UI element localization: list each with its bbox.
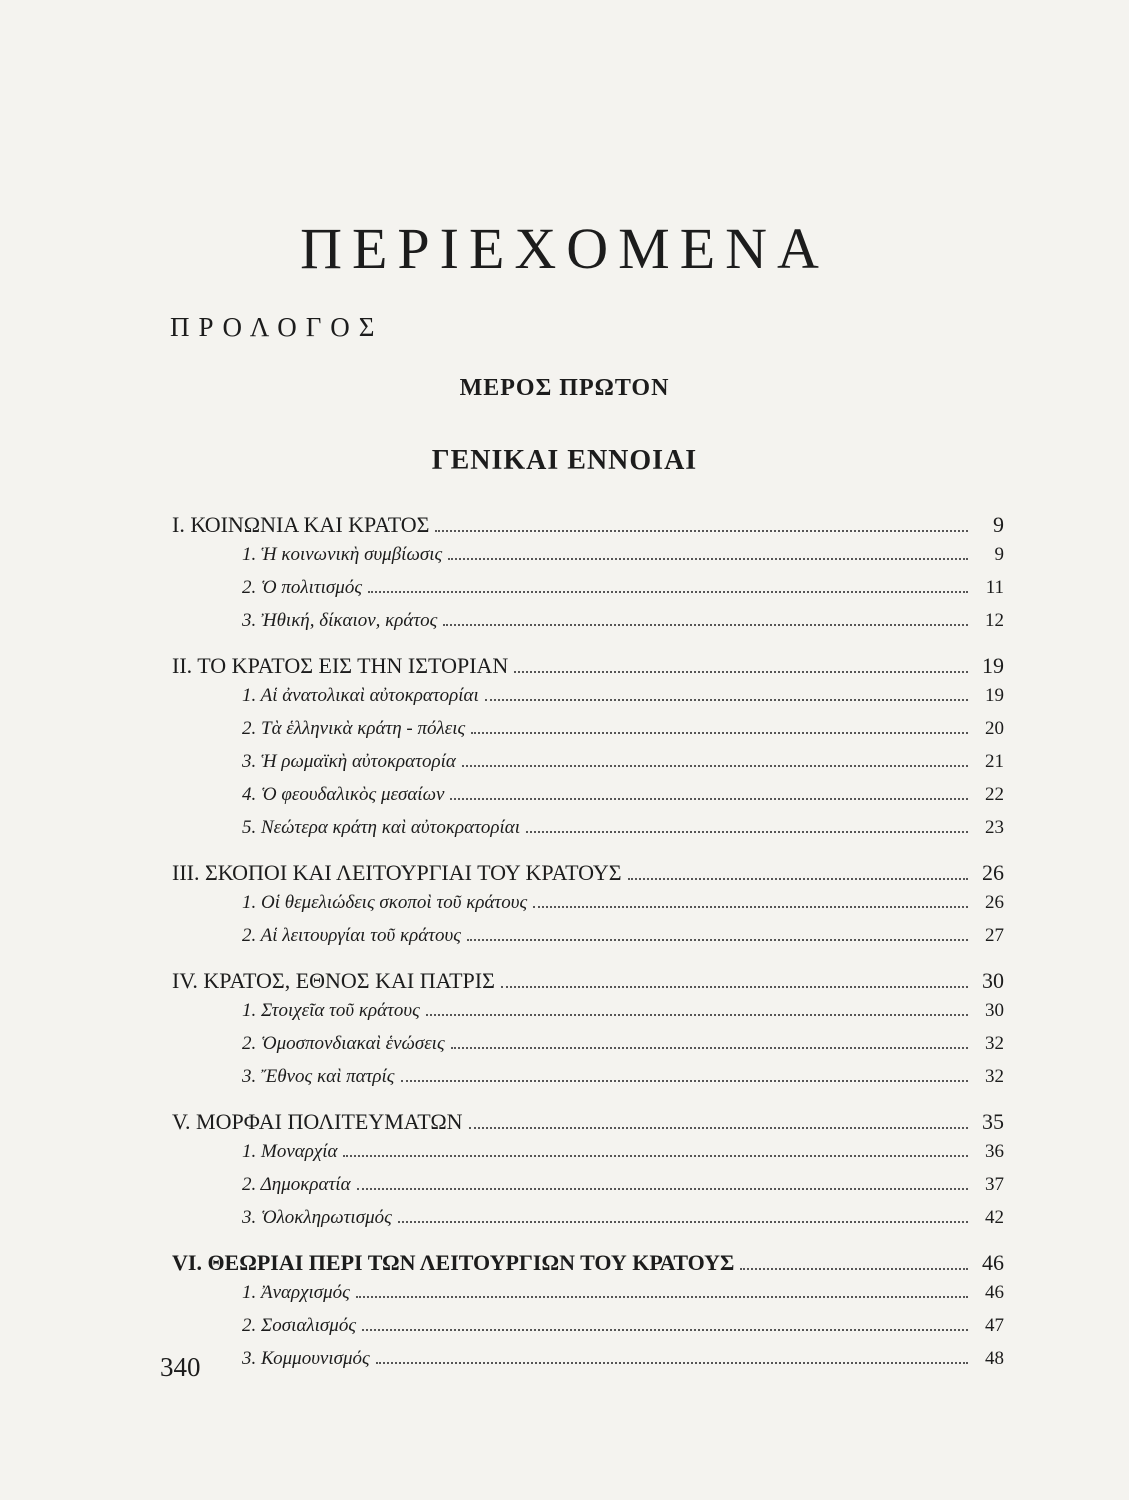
toc-chapter-label: IV. ΚΡΑΤΟΣ, ΕΘΝΟΣ ΚΑΙ ΠΑΤΡΙΣ: [172, 968, 495, 993]
toc-dot-leader: [628, 865, 968, 880]
toc-dot-leader: [514, 658, 968, 673]
toc-item-page: 42: [985, 1207, 1004, 1228]
toc-chapter-row: [172, 860, 1004, 892]
toc-item-row: [172, 610, 1004, 643]
toc-item-label: 3. Ἠθική, δίκαιον, κράτος: [242, 610, 438, 631]
toc-dot-leader: [401, 1069, 969, 1082]
toc-item-label: 4. Ὁ φεουδαλικὸς μεσαίων: [242, 784, 445, 805]
toc-chapter-row: [172, 512, 1004, 544]
toc-chapter-row: [172, 1250, 1004, 1282]
toc-item-row: [172, 1141, 1004, 1174]
toc-dot-leader: [526, 820, 968, 833]
toc-item-label: 2. Ὁ πολιτισμός: [242, 577, 363, 598]
toc-item-page: 37: [985, 1174, 1004, 1195]
toc-dot-leader: [356, 1285, 968, 1298]
toc-dot-leader: [501, 973, 968, 988]
toc-item-page: 32: [985, 1066, 1004, 1087]
toc-chapter-page: 30: [982, 968, 1004, 993]
toc-chapter-row: [172, 653, 1004, 685]
toc-item-label: 1. Οἱ θεμελιώδεις σκοποὶ τοῦ κράτους: [242, 892, 528, 913]
toc-item-label: 2. Αἱ λειτουργίαι τοῦ κράτους: [242, 925, 461, 946]
table-of-contents: [172, 512, 1004, 1381]
toc-dot-leader: [450, 787, 968, 800]
toc-item-row: [172, 1315, 1004, 1348]
toc-item-row: [172, 1282, 1004, 1315]
part-heading: ΜΕΡΟΣ ΠΡΩΤΟΝ: [459, 375, 670, 401]
part-subtitle: ΓΕΝΙΚΑΙ ΕΝΝΟΙΑΙ: [431, 445, 698, 476]
toc-item-label: 2. Ὁμοσπονδιακαὶ ἑνώσεις: [242, 1033, 445, 1054]
toc-item-label: 1. Στοιχεῖα τοῦ κράτους: [242, 1000, 420, 1021]
toc-dot-leader: [443, 613, 968, 626]
toc-chapter-page: 19: [982, 653, 1004, 678]
toc-item-label: 1. Μοναρχία: [242, 1141, 338, 1162]
page-number: 340: [160, 1352, 201, 1382]
toc-item-row: [172, 925, 1004, 958]
toc-item-label: 3. Κομμουνισμός: [242, 1348, 370, 1369]
toc-chapter-page: 9: [993, 512, 1004, 537]
toc-item-row: [172, 751, 1004, 784]
toc-item-label: 1. Ἡ κοινωνικὴ συμβίωσις: [242, 544, 443, 565]
toc-item-row: [172, 1174, 1004, 1207]
toc-dot-leader: [451, 1036, 968, 1049]
toc-item-page: 22: [985, 784, 1004, 805]
toc-item-row: [172, 544, 1004, 577]
toc-item-page: 19: [985, 685, 1004, 706]
toc-item-page: 32: [985, 1033, 1004, 1054]
toc-item-row: [172, 1033, 1004, 1066]
toc-chapter-label: Ι. ΚΟΙΝΩΝΙΑ ΚΑΙ ΚΡΑΤΟΣ: [172, 512, 430, 537]
toc-item-label: 2. Τὰ ἑλληνικὰ κράτη - πόλεις: [242, 718, 466, 739]
toc-item-row: [172, 1348, 1004, 1381]
toc-item-page: 23: [985, 817, 1004, 838]
toc-item-row: [172, 892, 1004, 925]
toc-dot-leader: [740, 1255, 968, 1270]
toc-dot-leader: [467, 928, 968, 941]
toc-item-page: 48: [985, 1348, 1004, 1369]
toc-dot-leader: [357, 1177, 968, 1190]
toc-item-page: 27: [985, 925, 1004, 946]
toc-item-page: 11: [985, 577, 1004, 598]
toc-dot-leader: [469, 1114, 968, 1129]
toc-item-page: 26: [985, 892, 1004, 913]
toc-item-label: 3. Ἔθνος καὶ πατρίς: [242, 1066, 395, 1087]
toc-item-row: [172, 1066, 1004, 1099]
toc-chapter-row: [172, 968, 1004, 1000]
toc-chapter-label: V. ΜΟΡΦΑΙ ΠΟΛΙΤΕΥΜΑΤΩΝ: [172, 1109, 463, 1134]
toc-item-page: 47: [985, 1315, 1004, 1336]
toc-item-label: 3. Ὁλοκληρωτισμός: [242, 1207, 392, 1228]
toc-dot-leader: [398, 1210, 968, 1223]
toc-dot-leader: [462, 754, 968, 767]
toc-item-row: [172, 817, 1004, 850]
toc-dot-leader: [362, 1318, 968, 1331]
toc-dot-leader: [368, 580, 968, 593]
toc-item-label: 3. Ἡ ρωμαϊκὴ αὐτοκρατορία: [242, 751, 456, 772]
toc-dot-leader: [448, 547, 968, 560]
toc-chapter-label: ΙΙ. ΤΟ ΚΡΑΤΟΣ ΕΙΣ ΤΗΝ ΙΣΤΟΡΙΑΝ: [172, 653, 509, 678]
toc-item-row: [172, 784, 1004, 817]
toc-item-label: 2. Δημοκρατία: [242, 1174, 351, 1195]
toc-dot-leader: [471, 721, 968, 734]
toc-item-page: 36: [985, 1141, 1004, 1162]
toc-item-row: [172, 1207, 1004, 1240]
toc-dot-leader: [533, 895, 968, 908]
toc-chapter-row: [172, 1109, 1004, 1141]
toc-item-page: 9: [994, 544, 1004, 565]
toc-chapter-page: 26: [982, 860, 1004, 885]
toc-item-label: 1. Αἱ ἀνατολικαὶ αὐτοκρατορίαι: [242, 685, 479, 706]
toc-dot-leader: [435, 517, 968, 532]
toc-item-label: 2. Σοσιαλισμός: [242, 1315, 357, 1336]
toc-item-row: [172, 577, 1004, 610]
toc-item-page: 46: [985, 1282, 1004, 1303]
toc-chapter-label: VI. ΘΕΩΡΙΑΙ ΠΕΡΙ ΤΩΝ ΛΕΙΤΟΥΡΓΙΩΝ ΤΟΥ ΚΡΑΤΟΥΣ: [172, 1250, 735, 1275]
toc-item-row: [172, 685, 1004, 718]
toc-chapter-page: 35: [982, 1109, 1004, 1134]
toc-dot-leader: [376, 1351, 968, 1364]
toc-item-page: 20: [985, 718, 1004, 739]
toc-item-label: 5. Νεώτερα κράτη καὶ αὐτοκρατορίαι: [242, 817, 521, 838]
toc-dot-leader: [343, 1144, 968, 1157]
toc-item-label: 1. Ἀναρχισμός: [242, 1282, 350, 1303]
page-title: ΠΕΡΙΕΧΟΜΕΝΑ: [300, 216, 829, 281]
toc-item-row: [172, 1000, 1004, 1033]
prologue-heading: ΠΡΟΛΟΓΟΣ: [170, 312, 384, 342]
toc-item-row: [172, 718, 1004, 751]
toc-dot-leader: [485, 688, 968, 701]
toc-item-page: 30: [985, 1000, 1004, 1021]
toc-dot-leader: [426, 1003, 968, 1016]
toc-item-page: 21: [985, 751, 1004, 772]
toc-chapter-page: 46: [982, 1250, 1004, 1275]
toc-chapter-label: ΙΙΙ. ΣΚΟΠΟΙ ΚΑΙ ΛΕΙΤΟΥΡΓΙΑΙ ΤΟΥ ΚΡΑΤΟΥΣ: [172, 860, 622, 885]
toc-item-page: 12: [985, 610, 1004, 631]
